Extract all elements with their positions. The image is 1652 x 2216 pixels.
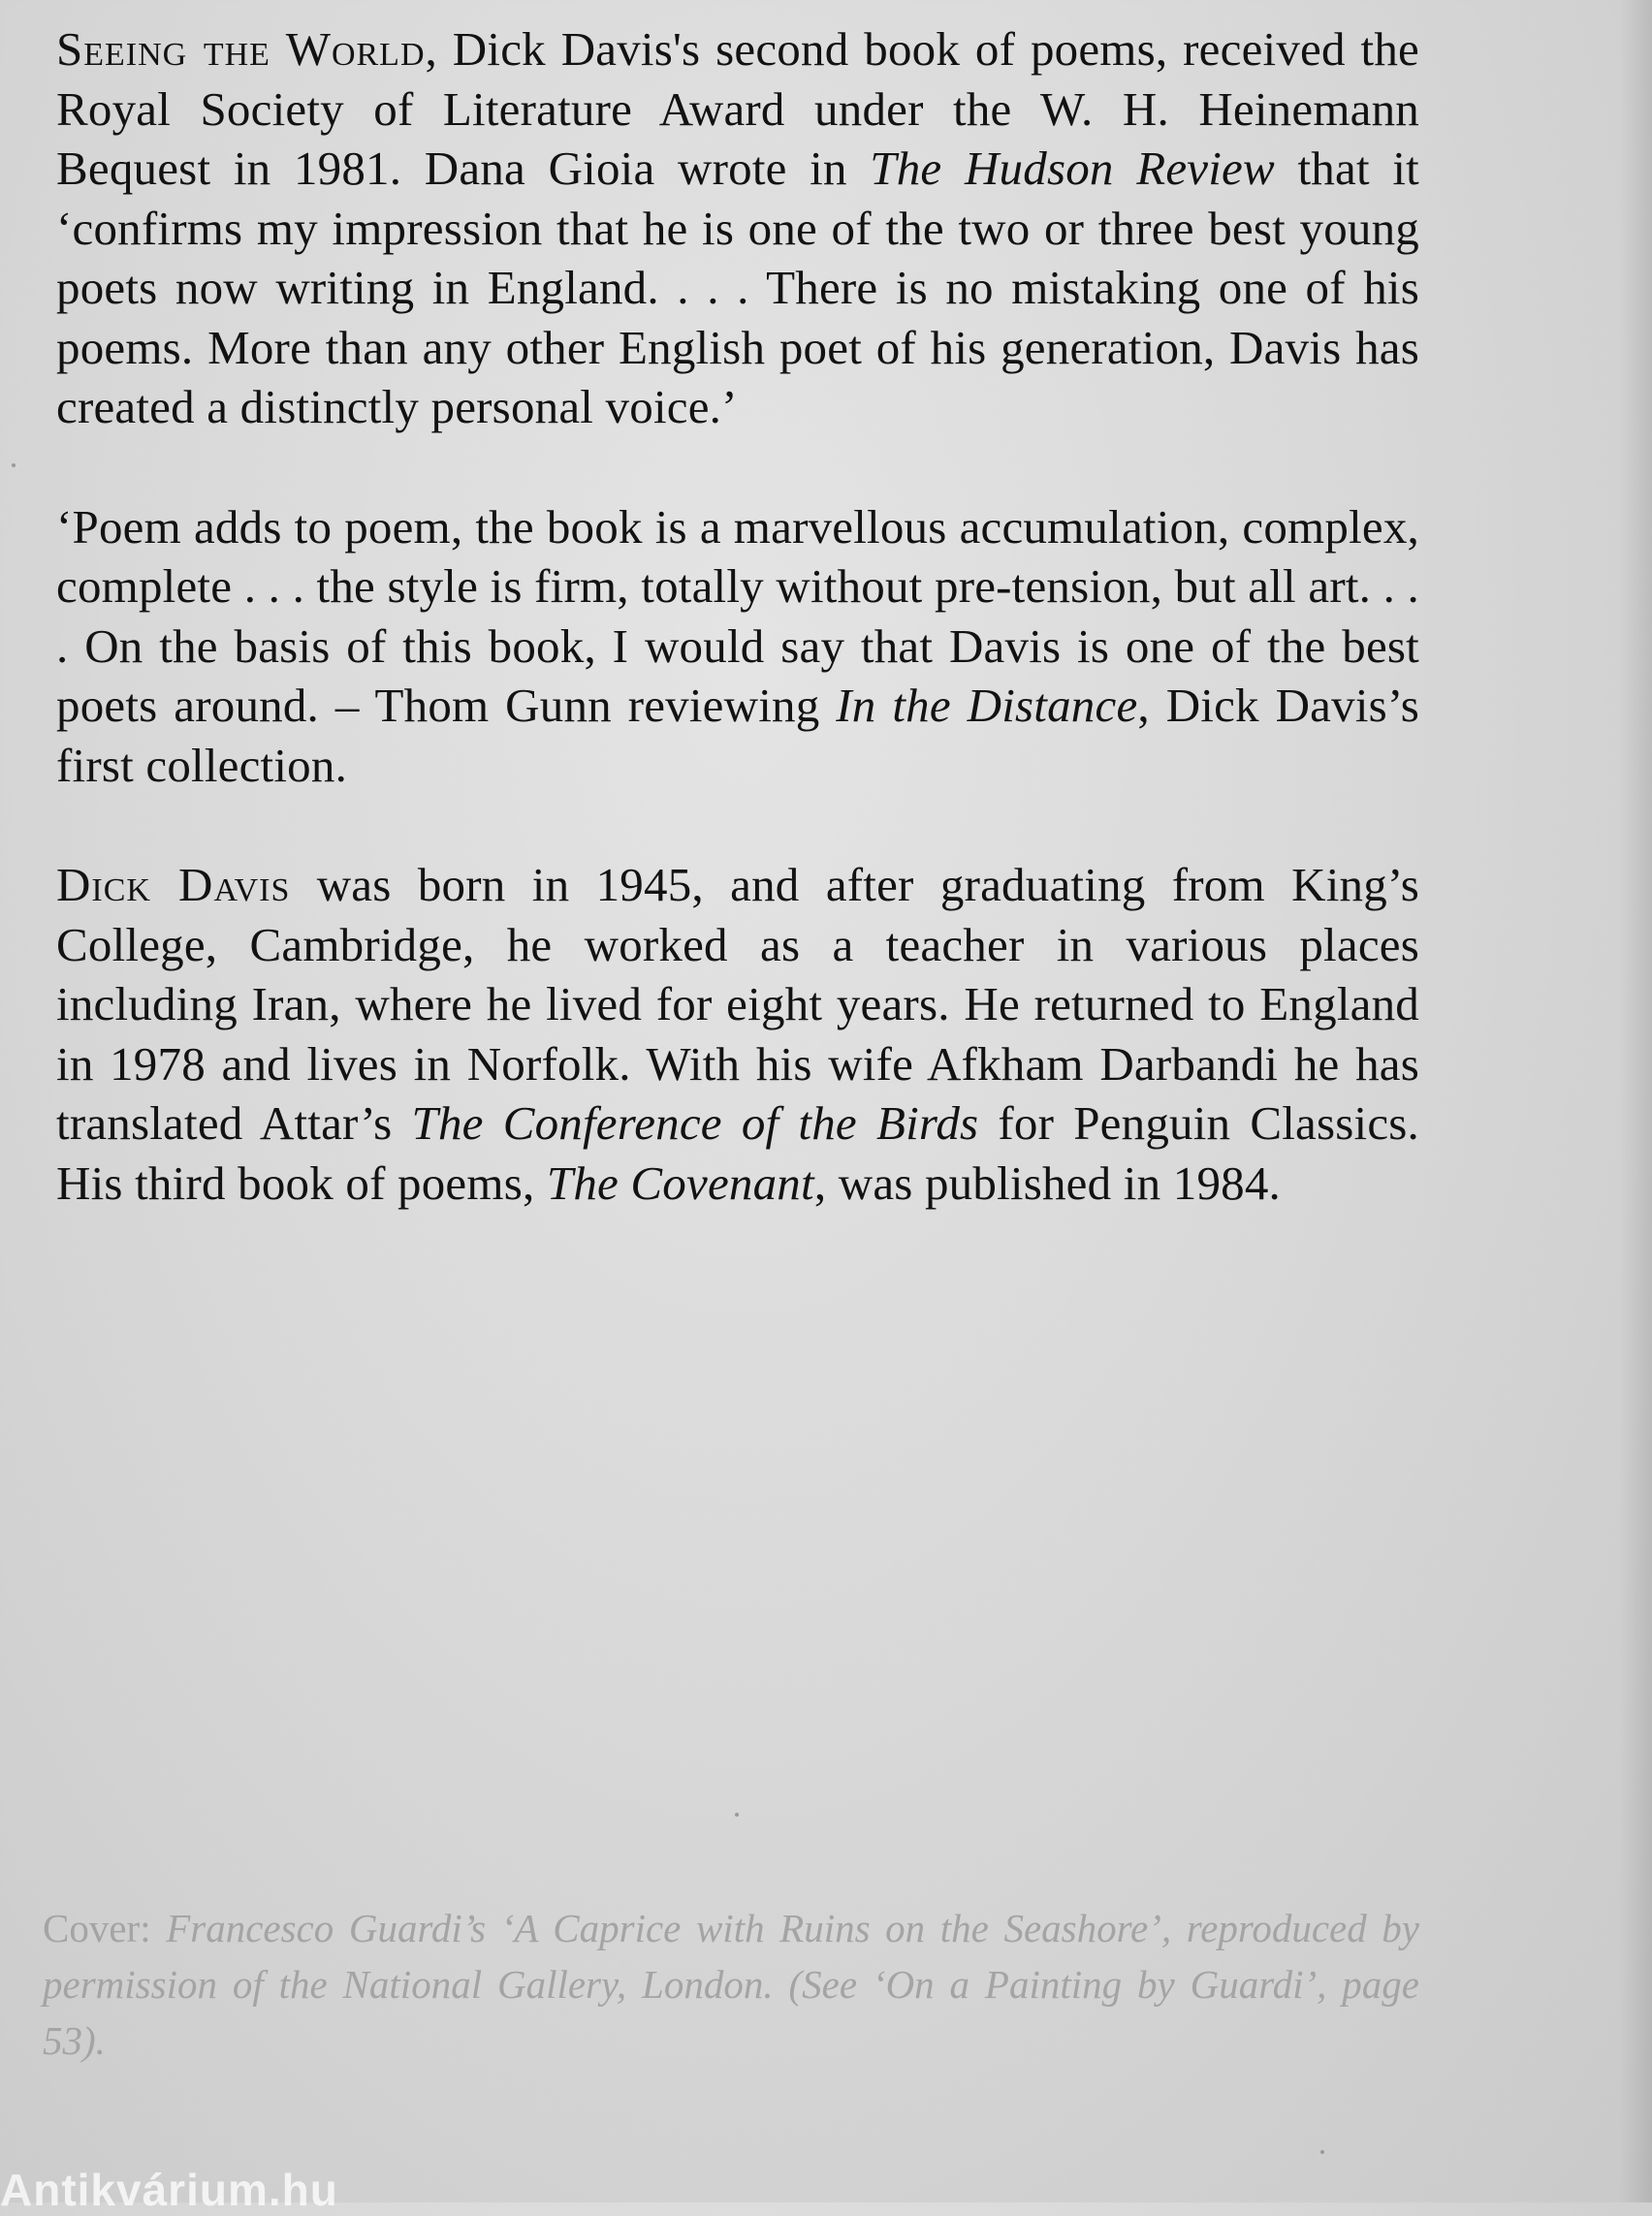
paper-speck xyxy=(12,463,16,467)
paragraph-text: , Dick Davis's second book of poems, received the Royal Society of Literature Award under the W. H. Heinemann Bequest in 1981. Dana Gioia wrote in xyxy=(56,22,1419,195)
paragraph-text: , was published in 1984. xyxy=(813,1155,1281,1210)
back-cover-blurb xyxy=(56,19,1419,1273)
watermark-text: Antikvárium.hu xyxy=(0,2165,338,2215)
italic-title: The Conference of the Birds xyxy=(411,1096,979,1150)
blurb-paragraph-author-bio xyxy=(56,855,1419,1213)
italic-title: The Hudson Review xyxy=(870,142,1275,195)
paragraph-text: that it ‘confirms my impression that he is one of the two or three best young poets now writing in England. . . . There is no mistaking one of his poems. More than any other English poet of his generation, Davis has created a distinctly personal voice.’ xyxy=(56,142,1419,433)
blurb-paragraph-thom-gunn-quote xyxy=(56,497,1419,796)
cover-credit-text: Francesco Guardi’s ‘A Caprice with Ruins on the Seashore’, reproduced by permission of the National Gallery, London. (See ‘On a Painting by Guardi’, page 53). xyxy=(43,1906,1420,2063)
cover-credit-label: Cover: xyxy=(43,1906,151,1950)
italic-title: In the Distance xyxy=(836,679,1138,732)
page-edge-shadow xyxy=(1619,0,1652,2202)
cover-credit xyxy=(43,1900,1419,2069)
paragraph-text: was born in 1945, and after graduating from King’s College, Cambridge, he worked as a teacher in various places including Iran, where he lived for eight years. He returned to England in 1978 and lives in Norfolk. With his wife Afkham Darbandi he has translated Attar’s xyxy=(56,858,1419,1150)
blurb-paragraph-seeing-the-world xyxy=(56,19,1419,437)
paragraph-text: ‘Poem adds to poem, the book is a marvellous accumulation, complex, complete . . . the style is firm, totally without pre-tension, but all art. . . . On the basis of this book, I would say that Davis is one of the best poets around. – Thom Gunn reviewing xyxy=(56,499,1419,732)
italic-title: The Covenant xyxy=(546,1155,814,1210)
book-title-smallcaps: Seeing the World xyxy=(56,22,426,76)
paragraph-text: for Penguin Classics. His third book of poems, xyxy=(56,1096,1419,1210)
author-name-smallcaps: Dick Davis xyxy=(56,858,291,911)
paragraph-text: , Dick Davis’s first collection. xyxy=(56,679,1419,792)
paper-speck xyxy=(735,1813,739,1817)
paper-speck xyxy=(1320,2150,1324,2154)
